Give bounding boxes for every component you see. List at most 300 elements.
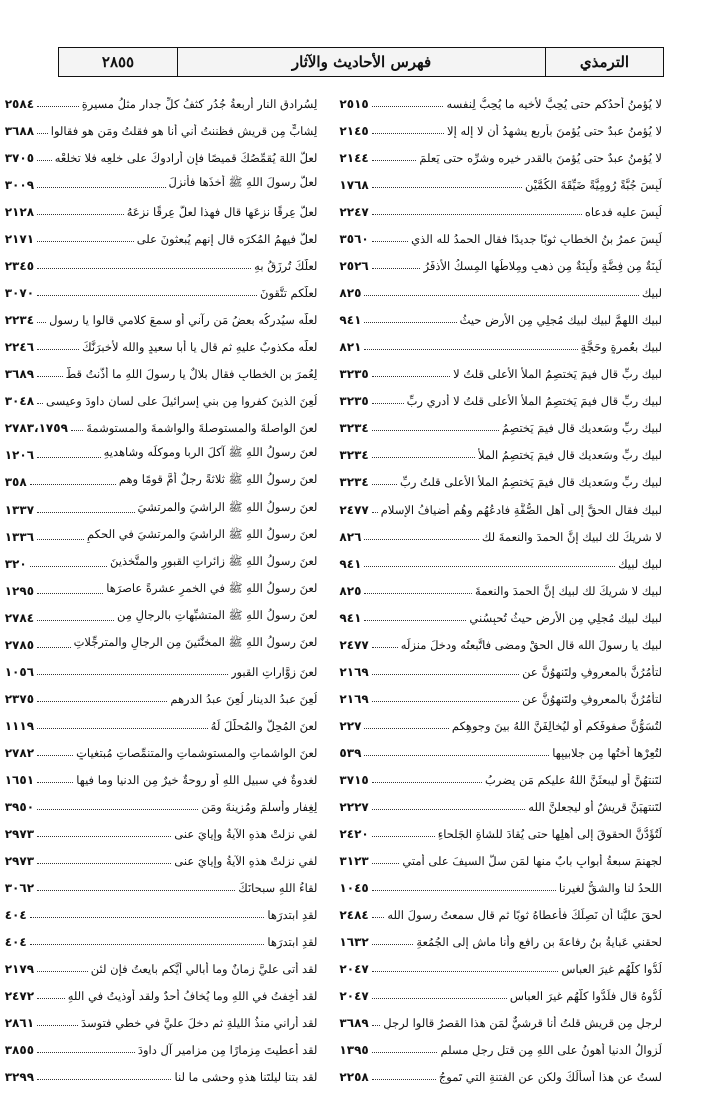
leader-dots [372, 160, 417, 161]
leader-dots [37, 701, 167, 702]
index-entry [339, 600, 662, 627]
hadith-incipit: لفي نزلتْ هذهِ الآيةُ وإيايَ عنى [174, 853, 318, 868]
page-number: ٢٨٥٥ [101, 53, 135, 71]
leader-dots [372, 106, 444, 107]
hadith-number: ٩٤١ [339, 556, 362, 571]
leader-dots [372, 782, 482, 783]
hadith-number: ٢٧٨٢ [4, 745, 35, 760]
leader-dots [37, 674, 228, 675]
leader-dots [372, 1025, 381, 1026]
leader-dots [372, 187, 522, 188]
hadith-incipit: لرجلٍ مِن قريشٍ قلتُ أنا قرشيٌّ لمَن هذا القصرُ قالوا لرجلٍ [383, 1016, 662, 1031]
index-entry [5, 816, 318, 843]
hadith-number: ٣٥٦٠ [339, 232, 369, 247]
hadith-incipit: لعلَّ فيهِمُ المُكرَه قال إنهم يُبعثونَ على [136, 232, 318, 247]
leader-dots [364, 620, 466, 621]
hadith-incipit: لِعُمرَ بنِ الخطابِ فقال بلالٌ يا رسولَ اللهِ ما أذَّنتُ قطُّ [65, 367, 318, 382]
leader-dots [372, 809, 526, 810]
hadith-number: ١٣٣٧ [4, 502, 35, 517]
leader-dots [37, 512, 135, 513]
leader-dots [372, 457, 475, 458]
index-entry [5, 600, 318, 627]
hadith-number: ٣٢٣٥ [339, 367, 369, 382]
hadith-incipit: لُعِنَ الذينَ كفروا مِن بني إسرائيلَ على لسانِ داودَ وعيسى [46, 394, 318, 409]
index-entry [339, 735, 662, 762]
leader-dots [372, 512, 378, 513]
hadith-incipit: لُدُّوا كلُّهُم غيرَ العباسِ [561, 962, 662, 977]
index-entry [5, 573, 318, 600]
hadith-incipit: لستُ عن هذا أسألُكَ ولكنِ عنِ الفتنةِ التي تَموجُ [438, 1070, 662, 1085]
index-entry [5, 86, 318, 113]
index-entry [339, 275, 662, 302]
hadith-number: ٢١٤٤ [339, 151, 369, 166]
hadith-number: ٤٠٤ [4, 935, 27, 949]
leader-dots [30, 484, 116, 485]
hadith-number: ٢٢٤٦ [4, 340, 35, 355]
hadith-incipit: لُدُّوهُ قال فلَدُّوا كلُّهُم غيرَ العباسِ [509, 989, 662, 1004]
index-entry [339, 897, 662, 924]
leader-dots [37, 782, 73, 783]
index-entry [339, 546, 662, 573]
index-entry [5, 302, 318, 329]
leader-dots [372, 998, 507, 999]
leader-dots [364, 755, 549, 756]
hadith-incipit: لتَنتهُنَّ أو ليبعثَنَّ اللهُ عليكم مَن يضرِبُ [485, 772, 662, 787]
hadith-incipit: لعلَّكَ تُرزَقُ بهِ [254, 259, 318, 274]
leader-dots [37, 890, 235, 891]
hadith-number: ٢٠٤٧ [339, 962, 369, 977]
hadith-incipit: لُعِنَ عبدُ الدينارِ لُعِنَ عبدُ الدرهمِ [170, 691, 318, 706]
leader-dots [364, 539, 479, 540]
leader-dots [372, 1079, 436, 1080]
hadith-incipit: لتأمُرُنَّ بالمعروفِ ولتَنهوُنَّ عن [522, 664, 662, 679]
hadith-incipit: لعنَ رسولُ اللهِ ﷺ الراشيَ والمرتشيَ [137, 499, 318, 514]
index-entry [339, 762, 662, 789]
index-entry [5, 1005, 318, 1032]
hadith-number: ٣٢٩٩ [4, 1070, 35, 1085]
hadith-number: ٩٤١ [339, 610, 362, 625]
leader-dots [372, 133, 444, 134]
leader-dots [37, 322, 46, 323]
index-entry [5, 519, 318, 546]
leader-dots [37, 539, 84, 540]
hadith-number: ٨٢٥ [339, 583, 362, 598]
leader-dots [37, 268, 251, 269]
hadith-incipit: لبيك [641, 286, 662, 301]
leader-dots [372, 484, 397, 485]
hadith-number: ٣٥٨ [4, 475, 27, 490]
hadith-number: ٣٢٣٥ [339, 394, 369, 409]
leader-dots [372, 944, 414, 945]
hadith-incipit: لَبِسَ عمرُ بنُ الخطابِ ثوبًا جديدًا فقال الحمدُ لله الذي [411, 232, 662, 247]
hadith-incipit: لتُعِرْها أختُها مِن جلابيبِها [552, 745, 662, 760]
hadith-number: ٣٧١٥ [339, 772, 369, 787]
leader-dots [37, 593, 103, 594]
leader-dots [37, 376, 63, 377]
leader-dots [364, 349, 577, 350]
leader-dots [37, 836, 171, 837]
leader-dots [372, 890, 556, 891]
index-entry [339, 356, 662, 383]
hadith-number: ٣٩٥٠ [4, 799, 35, 814]
index-entry [5, 167, 318, 194]
leader-dots [372, 241, 408, 242]
hadith-number: ٣١٢٣ [339, 853, 369, 868]
leader-dots [37, 403, 43, 404]
hadith-incipit: لفي نزلتْ هذهِ الآيةُ وإيايَ عنى [174, 826, 318, 841]
index-entry [339, 1059, 662, 1086]
hadith-number: ٨٢١ [339, 340, 362, 355]
leader-dots [37, 1079, 171, 1080]
hadith-number: ٣٢٣٤ [339, 475, 369, 490]
hadith-number: ٣٠٤٨ [4, 394, 35, 409]
index-entry [339, 924, 662, 951]
hadith-number: ٣٨٥٥ [4, 1043, 35, 1058]
hadith-incipit: لتَنتهيَنَّ قريشٌ أو ليجعلنَّ الله [528, 799, 662, 814]
hadith-number: ١٠٤٥ [339, 880, 369, 895]
leader-dots [37, 241, 134, 242]
leader-dots [37, 187, 165, 188]
hadith-incipit: لبيك ربِّ قال فيمَ يَختصِمُ الملأُ الأعلى قلتُ لا أدري ربِّ [406, 394, 662, 409]
leader-dots [37, 214, 124, 215]
leader-dots [37, 457, 101, 458]
index-entry [339, 86, 662, 113]
hadith-incipit: لعلَّكم تتَّقونَ [260, 286, 318, 301]
leader-dots [372, 214, 582, 215]
hadith-number: ٣٢٣٤ [339, 421, 369, 436]
index-entry [5, 491, 318, 518]
hadith-number: ٣٧٠٥ [4, 151, 35, 166]
hadith-incipit: لا يُؤمنُ عبدٌ حتى يُؤمنَ بالقدرِ خيرِه وشرِّه حتى يَعلمَ [419, 151, 662, 166]
hadith-incipit: لبيك ربِّ وسَعديك قال فيمَ يَختصِمُ الملأُ الأعلى قلتُ ربِّ [400, 475, 662, 490]
hadith-incipit: لعنَ رسولُ اللهِ ﷺ ثلاثةً رجلٌ أمَّ قومًا وهم [118, 472, 318, 487]
hadith-number: ٢٥٨٤ [4, 97, 35, 112]
hadith-number: ٢٧٨٥ [4, 637, 35, 652]
hadith-number: ١١١٩ [4, 718, 35, 733]
index-entry [339, 573, 662, 600]
hadith-number: ٣٢٠ [4, 556, 27, 571]
hadith-number: ٢٢٢٧ [339, 799, 369, 814]
index-title: فهرس الأحاديث والآثار [177, 48, 545, 76]
index-entry [5, 546, 318, 573]
hadith-incipit: لعنَ زوَّاراتِ القبورِ [230, 664, 318, 679]
hadith-number: ٢٢٧ [339, 718, 362, 733]
hadith-incipit: لبيك ربِّ وسَعديك قال فيمَ يَختصِمُ الملأُ [477, 448, 662, 463]
index-entry [5, 356, 318, 383]
leader-dots [37, 620, 114, 621]
hadith-incipit: لقد بتنا ليلتَنا هذهِ وحشى ما لنا [174, 1070, 318, 1085]
leader-dots [364, 295, 638, 296]
leader-dots [37, 106, 79, 107]
hadith-number: ٨٢٦ [339, 529, 362, 544]
index-entry [339, 1032, 662, 1059]
index-entry [339, 194, 662, 221]
hadith-incipit: لعنَ رسولُ اللهِ ﷺ في الخمرِ عشرةً عاصرَها [106, 580, 318, 595]
hadith-number: ٢٧٨٣،١٧٥٩ [4, 421, 68, 436]
leader-dots [372, 647, 398, 648]
index-entry [5, 329, 318, 356]
hadith-number: ٣٦٨٩ [339, 1016, 369, 1031]
hadith-number: ٢٥١٥ [339, 97, 369, 112]
hadith-number: ٢٢٤٧ [339, 205, 369, 220]
hadith-incipit: لبيك ربِّ وسَعديك قال فيمَ يَختصِمُ [501, 421, 662, 436]
hadith-incipit: لجهنمَ سبعةُ أبوابٍ بابٌ منها لمَن سلَّ السيفَ على أمتي [402, 853, 662, 868]
hadith-incipit: لقدِ ابتدرَها [267, 935, 318, 949]
index-entry [5, 654, 318, 681]
leader-dots [30, 566, 107, 567]
hadith-incipit: لبيك اللهمَّ لبيك لبيك مُجلِي مِن الأرضِ حيثُ [459, 313, 662, 328]
hadith-number: ٣٠٧٠ [4, 286, 35, 301]
hadith-number: ٢٠٤٧ [339, 989, 369, 1004]
hadith-incipit: لِغِفارٍ وأسلمَ ومُزينةَ ومَن [201, 799, 318, 814]
hadith-number: ١٣٩٥ [339, 1043, 369, 1058]
leader-dots [37, 863, 171, 864]
hadith-number: ١٦٥١ [4, 772, 35, 787]
hadith-number: ٢٤٧٧ [339, 502, 369, 517]
index-entry [5, 140, 318, 167]
leader-dots [37, 1025, 78, 1026]
hadith-number: ٢٥٢٦ [339, 259, 369, 274]
hadith-incipit: لَتُؤَدُّنَّ الحقوقَ إلى أهلِها حتى يُقادَ للشاةِ الجَلحاءِ [437, 826, 662, 841]
hadith-number: ٢٣٤٥ [4, 259, 35, 274]
hadith-incipit: لعنَ الواشماتِ والمستوشماتِ والمتنمِّصاتِ مُبتغياتٍ [76, 745, 318, 760]
index-entry [339, 302, 662, 329]
leader-dots [372, 863, 400, 864]
hadith-incipit: لعنَ رسولُ اللهِ ﷺ آكلَ الربا وموكلَه وشاهديهِ [103, 445, 318, 460]
leader-dots [372, 701, 519, 702]
leader-dots [364, 593, 472, 594]
index-entry [5, 978, 318, 1005]
leader-dots [37, 755, 73, 756]
leader-dots [372, 1052, 438, 1053]
hadith-incipit: لعنَ رسولُ اللهِ ﷺ المتشبِّهاتِ بالرجالِ مِن [117, 607, 318, 622]
index-entry [339, 951, 662, 978]
right-column [339, 86, 662, 1086]
hadith-incipit: لتُسَوُّنَّ صفوفَكم أو ليُخالِفَنَّ اللهُ بينَ وجوهِكم [451, 718, 662, 733]
hadith-number: ٢٢٣٤ [4, 313, 35, 328]
leader-dots [30, 944, 265, 945]
index-entry [339, 627, 662, 654]
hadith-incipit: لا شريكَ لك لبيك إنَّ الحمدَ والنعمةَ لك [481, 529, 662, 544]
hadith-incipit: لعلَّه سيُدركُه بعضُ مَن رآني أو سمعَ كلامي قالوا يا رسول [49, 313, 318, 328]
hadith-incipit: لبيك بعُمرةٍ وحَجَّةٍ [580, 340, 662, 355]
leader-dots [372, 674, 519, 675]
hadith-number: ١٢٩٥ [4, 583, 35, 598]
hadith-number: ٢٢٥٨ [339, 1070, 369, 1085]
hadith-number: ٢٤٢٠ [339, 826, 369, 841]
hadith-incipit: لَبِنَةٌ مِن فِضَّةٍ ولَبِنَةٌ مِن ذهبٍ ومِلاطُها المِسكُ الأذفَرُ [423, 259, 662, 274]
hadith-incipit: لحقَ عليَّنا أن نَصِلَكَ فأعطاهُ ثوبًا ثم قال سمعتُ رسولَ الله [387, 907, 662, 922]
index-entry [5, 437, 318, 464]
index-entry [5, 275, 318, 302]
index-entry [5, 789, 318, 816]
leader-dots [37, 647, 71, 648]
leader-dots [37, 971, 88, 972]
index-entry [5, 708, 318, 735]
index-entry [339, 843, 662, 870]
index-entry [339, 248, 662, 275]
leader-dots [364, 322, 456, 323]
leader-dots [364, 566, 615, 567]
leader-dots [372, 376, 450, 377]
hadith-number: ٩٤١ [339, 313, 362, 328]
hadith-incipit: لعلَّ اللهَ يُقمِّصُكَ قميصًا فإن أرادوكَ على خلعِه فلا تخلعْه [54, 151, 318, 166]
hadith-number: ٣٢٣٤ [339, 448, 369, 463]
index-entry [339, 816, 662, 843]
hadith-number: ٢١٢٨ [4, 205, 35, 220]
index-entry [339, 113, 662, 140]
hadith-incipit: لقاءُ اللهِ سبحانَكَ [238, 880, 318, 895]
index-entry [5, 681, 318, 708]
leader-dots [372, 403, 404, 404]
index-entry [5, 410, 318, 437]
hadith-number: ١٦٣٢ [339, 935, 369, 949]
index-entry [339, 681, 662, 708]
hadith-incipit: لعنَ رسولُ اللهِ ﷺ زائراتِ القبورِ والمتَّخذينَ [110, 553, 318, 568]
leader-dots [30, 917, 265, 918]
index-entry [339, 870, 662, 897]
leader-dots [37, 1052, 135, 1053]
hadith-incipit: لُبِسَ عليه فدعاه [584, 205, 662, 220]
hadith-incipit: لِسُرادقِ النارِ أربعةُ جُدُرٍ كثفُ كلِّ جدارٍ مثلُ مسيرةِ [81, 97, 318, 112]
index-entry [339, 464, 662, 491]
hadith-incipit: لبيك لبيك [618, 556, 662, 571]
hadith-incipit: لبيك فقال الحقَّ إلى أهلِ الصُّفَّةِ فادعُهُم وهُم أضيافُ الإسلامِ [380, 502, 662, 517]
hadith-incipit: لبيك يا رسولَ الله قال الحقْ ومضى فاتَّبعتُه ودخلَ منزلَه [400, 637, 662, 652]
hadith-number: ٢٤٨٤ [339, 907, 369, 922]
hadith-incipit: لقد أراني منذُ الليلةِ ثم دخلَ عليَّ في خطي فتوسدَ [80, 1016, 318, 1031]
index-body [4, 86, 662, 1086]
index-entry [5, 924, 318, 951]
leader-dots [37, 349, 79, 350]
hadith-number: ١٧٦٨ [339, 178, 369, 193]
hadith-incipit: لعنَ رسولُ اللهِ ﷺ المخنَّثينَ مِن الرجالِ والمترجِّلاتِ [73, 634, 318, 649]
hadith-number: ٣٦٨٨ [4, 124, 35, 139]
hadith-incipit: لقد أُعطيتَ مِزمارًا مِن مزاميرِ آلِ داودَ [137, 1043, 318, 1058]
index-entry [5, 248, 318, 275]
leader-dots [372, 971, 559, 972]
hadith-incipit: لعنَ المُحِلَّ والمُحلَّلَ لَهُ [210, 718, 318, 733]
hadith-number: ٢٩٧٣ [4, 826, 35, 841]
hadith-number: ١٢٠٦ [4, 448, 35, 463]
index-entry [339, 491, 662, 518]
hadith-number: ١٣٣٦ [4, 529, 35, 544]
index-entry [5, 1059, 318, 1086]
index-entry [5, 951, 318, 978]
hadith-number: ٢١٦٩ [339, 691, 369, 706]
index-entry [339, 708, 662, 735]
leader-dots [37, 998, 65, 999]
book-title: الترمذي [545, 48, 663, 76]
left-column [5, 86, 318, 1086]
leader-dots [364, 728, 449, 729]
index-entry [339, 383, 662, 410]
leader-dots [37, 295, 257, 296]
leader-dots [37, 160, 52, 161]
hadith-number: ٣٠٠٩ [4, 178, 35, 193]
hadith-number: ٢١٦٩ [339, 664, 369, 679]
index-entry [5, 897, 318, 924]
hadith-number: ٢٨٦١ [4, 1016, 35, 1031]
leader-dots [372, 917, 385, 918]
hadith-number: ٢١٤٥ [339, 124, 369, 139]
index-entry [5, 221, 318, 248]
index-entry [339, 1005, 662, 1032]
hadith-incipit: لغدوةٌ في سبيلِ اللهِ أو روحةٌ خيرٌ مِن الدنيا وما فيها [76, 772, 318, 787]
page-header [58, 47, 664, 77]
index-entry [5, 194, 318, 221]
hadith-number: ٣٦٨٩ [4, 367, 35, 382]
hadith-number: ٤٠٤ [4, 907, 27, 922]
hadith-number: ٨٢٥ [339, 286, 362, 301]
index-entry [339, 437, 662, 464]
index-entry [339, 654, 662, 681]
hadith-number: ٢١٧١ [4, 232, 35, 247]
hadith-incipit: لَبِسَ جُبَّةً رُومِيَّةً ضَيِّقَةَ الكُمَّيْنِ [524, 178, 662, 193]
leader-dots [372, 268, 421, 269]
hadith-incipit: اللحدُ لنا والشقُّ لغيرِنا [558, 880, 662, 895]
leader-dots [37, 728, 208, 729]
index-entry [5, 383, 318, 410]
hadith-incipit: لا يُؤمنُ عبدٌ حتى يُؤمنَ بأربعٍ يشهدُ أن لا إله إلا [447, 124, 662, 139]
hadith-incipit: لعلَّ عِرقًا نزعَها قال فهذا لعلَّ عِرقًا نزعَهُ [126, 205, 318, 220]
hadith-number: ٢٣٧٥ [4, 691, 35, 706]
index-entry [5, 627, 318, 654]
hadith-incipit: لِشابٍّ مِن قريشٍ فظننتُ أني أنا هو فقلتُ ومَن هو فقالوا [50, 124, 318, 139]
hadith-incipit: لقدِ ابتدرَها [267, 907, 318, 922]
hadith-number: ٢٤٧٧ [339, 637, 369, 652]
hadith-incipit: لحقني عَبايةُ بنُ رفاعةَ بنِ رافعٍ وأنا ماشٍ إلى الجُمُعةِ [416, 935, 662, 949]
hadith-incipit: لقد أُخِفتُ في اللهِ وما يُخافُ أحدٌ ولقد أوذيتُ في اللهِ [67, 989, 318, 1004]
index-entry [339, 140, 662, 167]
index-entry [5, 870, 318, 897]
index-entry [339, 167, 662, 194]
hadith-number: ٢٤٧٢ [4, 989, 35, 1004]
hadith-incipit: لبيك ربِّ قال فيمَ يَختصِمُ الملأُ الأعلى قلتُ لا [453, 367, 662, 382]
hadith-incipit: لبيك لا شريكَ لك لبيك إنَّ الحمدَ والنعمةَ [474, 583, 662, 598]
index-entry [339, 978, 662, 1005]
index-entry [5, 1032, 318, 1059]
leader-dots [372, 836, 435, 837]
leader-dots [37, 809, 198, 810]
hadith-incipit: لتأمُرُنَّ بالمعروفِ ولتَنهوُنَّ عن [522, 691, 662, 706]
leader-dots [71, 430, 83, 431]
hadith-number: ١٠٥٦ [4, 664, 35, 679]
leader-dots [37, 133, 48, 134]
index-entry [5, 464, 318, 491]
index-entry [5, 843, 318, 870]
hadith-incipit: لقد أتى عليَّ زمانٌ وما أُبالي أيَّكم بايعتُ فإن لئن [90, 962, 318, 977]
index-entry [5, 762, 318, 789]
hadith-incipit: لا يُؤمنُ أحدُكم حتى يُحِبَّ لأخيه ما يُحِبُّ لِنفسه [446, 97, 662, 112]
hadith-number: ٢٧٨٤ [4, 610, 35, 625]
leader-dots [372, 430, 499, 431]
index-entry [5, 735, 318, 762]
index-entry [339, 519, 662, 546]
hadith-incipit: لعنَ الواصلةَ والمستوصلةَ والواشمةَ والمستوشمةَ [86, 421, 318, 436]
hadith-number: ٢١٧٩ [4, 962, 35, 977]
hadith-number: ٥٣٩ [339, 745, 362, 760]
hadith-incipit: لعلَّه مكذوبٌ عليهِ ثم قال يا أبا سعيدٍ والله لأُخبرَنَّكَ [82, 340, 318, 355]
index-entry [339, 789, 662, 816]
hadith-number: ٢٩٧٣ [4, 853, 35, 868]
index-entry [5, 113, 318, 140]
hadith-incipit: لعلَّ رسولَ اللهِ ﷺ أخذَها فأنزلَ [168, 175, 318, 190]
hadith-incipit: لبيك لبيك مُجلِي مِن الأرضِ حيثُ تُحبِسُني [469, 610, 662, 625]
index-entry [339, 410, 662, 437]
hadith-number: ٣٠٦٢ [4, 880, 35, 895]
hadith-incipit: لعنَ رسولُ اللهِ ﷺ الراشيَ والمرتشيَ في الحكمِ [87, 526, 318, 541]
